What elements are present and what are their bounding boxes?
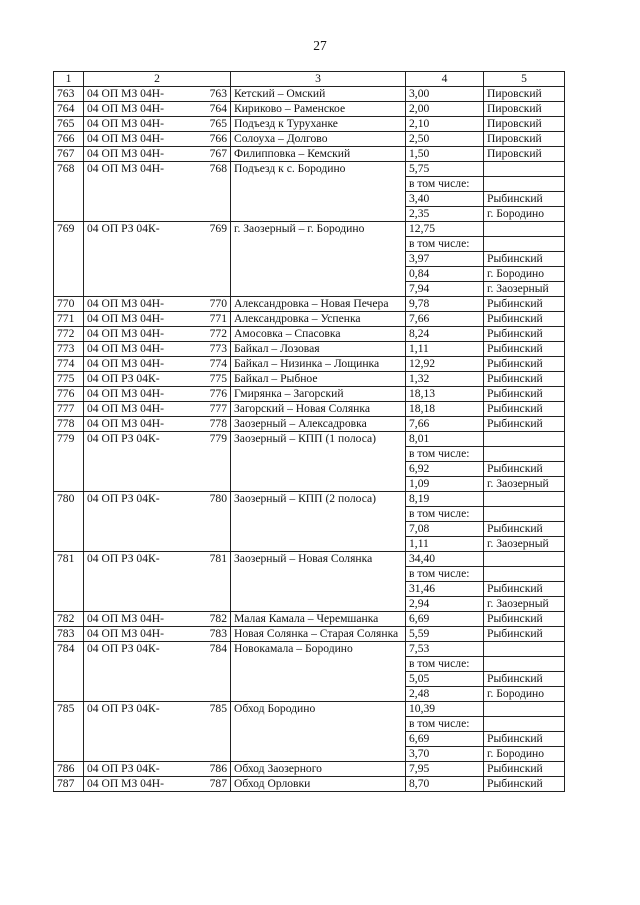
length-cell: 7,66 xyxy=(406,417,484,432)
row-number-cell: 768 xyxy=(54,162,84,222)
road-code-number: 770 xyxy=(209,297,227,310)
row-number-cell: 770 xyxy=(54,297,84,312)
table-row xyxy=(54,777,565,792)
row-number-cell: 782 xyxy=(54,612,84,627)
sub-district-cell: Рыбинский xyxy=(484,192,565,207)
road-code-prefix: 04 ОП РЗ 04К- xyxy=(87,222,160,235)
road-code-cell xyxy=(84,87,231,102)
sub-length-cell: 5,05 xyxy=(406,672,484,687)
road-code-prefix: 04 ОП МЗ 04Н- xyxy=(87,147,164,160)
sub-length-cell: 0,84 xyxy=(406,267,484,282)
length-cell: 8,70 xyxy=(406,777,484,792)
row-number-cell: 787 xyxy=(54,777,84,792)
table-row xyxy=(54,552,565,567)
road-name-cell: Загорский – Новая Солянка xyxy=(231,402,406,417)
road-code xyxy=(87,312,227,326)
sub-district-cell: г. Заозерный xyxy=(484,282,565,297)
road-code xyxy=(87,102,227,116)
road-code-number: 775 xyxy=(209,372,227,385)
sub-length-cell: в том числе: xyxy=(406,567,484,582)
table-body xyxy=(54,87,565,792)
table-row xyxy=(54,432,565,447)
table-row xyxy=(54,327,565,342)
district-cell: Рыбинский xyxy=(484,402,565,417)
district-cell xyxy=(484,642,565,657)
road-name-cell: Новокамала – Бородино xyxy=(231,642,406,702)
table-row xyxy=(54,762,565,777)
sub-district-cell: г. Бородино xyxy=(484,267,565,282)
road-code xyxy=(87,492,227,506)
road-code-number: 785 xyxy=(209,702,227,715)
sub-length-cell: 2,48 xyxy=(406,687,484,702)
row-number-cell: 780 xyxy=(54,492,84,552)
row-number-cell: 774 xyxy=(54,357,84,372)
sub-length-cell: в том числе: xyxy=(406,717,484,732)
length-cell: 18,18 xyxy=(406,402,484,417)
length-cell: 2,10 xyxy=(406,117,484,132)
sub-length-cell: 3,40 xyxy=(406,192,484,207)
road-code xyxy=(87,417,227,431)
road-code-prefix: 04 ОП МЗ 04Н- xyxy=(87,417,164,430)
row-number-cell: 773 xyxy=(54,342,84,357)
length-cell: 5,59 xyxy=(406,627,484,642)
road-name-cell: Кетский – Омский xyxy=(231,87,406,102)
road-code xyxy=(87,357,227,371)
length-cell: 1,32 xyxy=(406,372,484,387)
road-code xyxy=(87,327,227,341)
sub-length-cell: 6,92 xyxy=(406,462,484,477)
sub-district-cell xyxy=(484,447,565,462)
table-row xyxy=(54,612,565,627)
table-row xyxy=(54,342,565,357)
road-code-cell xyxy=(84,297,231,312)
length-cell: 7,95 xyxy=(406,762,484,777)
road-name-cell: Александровка – Успенка xyxy=(231,312,406,327)
road-code xyxy=(87,342,227,356)
road-code xyxy=(87,777,227,791)
road-code xyxy=(87,702,227,716)
road-code-number: 768 xyxy=(209,162,227,175)
district-cell: Рыбинский xyxy=(484,312,565,327)
district-cell: Рыбинский xyxy=(484,357,565,372)
road-code-prefix: 04 ОП МЗ 04Н- xyxy=(87,387,164,400)
road-code-cell xyxy=(84,357,231,372)
row-number-cell: 785 xyxy=(54,702,84,762)
road-code xyxy=(87,762,227,776)
header-cell: 3 xyxy=(231,72,406,87)
length-cell: 1,11 xyxy=(406,342,484,357)
road-code-number: 784 xyxy=(209,642,227,655)
road-name-cell: Новая Солянка – Старая Солянка xyxy=(231,627,406,642)
table-row xyxy=(54,87,565,102)
sub-length-cell: 3,70 xyxy=(406,747,484,762)
road-code-cell xyxy=(84,222,231,297)
length-cell: 18,13 xyxy=(406,387,484,402)
road-code-prefix: 04 ОП МЗ 04Н- xyxy=(87,87,164,100)
road-code-number: 779 xyxy=(209,432,227,445)
road-code-number: 766 xyxy=(209,132,227,145)
road-code-cell xyxy=(84,612,231,627)
sub-length-cell: в том числе: xyxy=(406,237,484,252)
table-row xyxy=(54,312,565,327)
road-code xyxy=(87,87,227,101)
road-code-cell xyxy=(84,762,231,777)
district-cell xyxy=(484,492,565,507)
road-code-cell xyxy=(84,102,231,117)
road-code-prefix: 04 ОП РЗ 04К- xyxy=(87,432,160,445)
road-name-cell: Кириково – Раменское xyxy=(231,102,406,117)
sub-district-cell: Рыбинский xyxy=(484,522,565,537)
table-row xyxy=(54,102,565,117)
district-cell: Рыбинский xyxy=(484,612,565,627)
roads-table xyxy=(53,71,565,792)
sub-district-cell xyxy=(484,507,565,522)
row-number-cell: 779 xyxy=(54,432,84,492)
road-code xyxy=(87,117,227,131)
road-code xyxy=(87,162,227,176)
district-cell: Рыбинский xyxy=(484,777,565,792)
length-cell: 2,00 xyxy=(406,102,484,117)
row-number-cell: 763 xyxy=(54,87,84,102)
table-row xyxy=(54,357,565,372)
table-row xyxy=(54,117,565,132)
road-code xyxy=(87,642,227,656)
length-cell: 8,24 xyxy=(406,327,484,342)
road-code-prefix: 04 ОП МЗ 04Н- xyxy=(87,627,164,640)
road-code-number: 769 xyxy=(209,222,227,235)
road-code xyxy=(87,627,227,641)
sub-district-cell: г. Бородино xyxy=(484,687,565,702)
sub-length-cell: 1,09 xyxy=(406,477,484,492)
road-code-number: 774 xyxy=(209,357,227,370)
road-code-cell xyxy=(84,777,231,792)
table-row xyxy=(54,222,565,237)
sub-district-cell: г. Заозерный xyxy=(484,597,565,612)
road-name-cell: Гмирянка – Загорский xyxy=(231,387,406,402)
row-number-cell: 771 xyxy=(54,312,84,327)
district-cell: Рыбинский xyxy=(484,387,565,402)
table-row xyxy=(54,387,565,402)
road-code-prefix: 04 ОП МЗ 04Н- xyxy=(87,132,164,145)
road-code-number: 780 xyxy=(209,492,227,505)
road-name-cell: Заозерный – КПП (1 полоса) xyxy=(231,432,406,492)
row-number-cell: 778 xyxy=(54,417,84,432)
table-row xyxy=(54,492,565,507)
district-cell: Рыбинский xyxy=(484,342,565,357)
road-code-number: 765 xyxy=(209,117,227,130)
table-row xyxy=(54,147,565,162)
row-number-cell: 783 xyxy=(54,627,84,642)
road-code-prefix: 04 ОП РЗ 04К- xyxy=(87,552,160,565)
road-code-cell xyxy=(84,432,231,492)
road-code-number: 776 xyxy=(209,387,227,400)
row-number-cell: 786 xyxy=(54,762,84,777)
district-cell xyxy=(484,552,565,567)
road-code xyxy=(87,387,227,401)
road-code-prefix: 04 ОП РЗ 04К- xyxy=(87,492,160,505)
district-cell: Рыбинский xyxy=(484,297,565,312)
road-name-cell: Малая Камала – Черемшанка xyxy=(231,612,406,627)
district-cell: Пировский xyxy=(484,117,565,132)
length-cell: 8,19 xyxy=(406,492,484,507)
road-code-cell xyxy=(84,402,231,417)
length-cell: 3,00 xyxy=(406,87,484,102)
sub-district-cell: Рыбинский xyxy=(484,582,565,597)
road-code-cell xyxy=(84,372,231,387)
district-cell: Рыбинский xyxy=(484,417,565,432)
header-cell: 2 xyxy=(84,72,231,87)
length-cell: 2,50 xyxy=(406,132,484,147)
sub-district-cell: Рыбинский xyxy=(484,672,565,687)
road-code-number: 773 xyxy=(209,342,227,355)
length-cell: 8,01 xyxy=(406,432,484,447)
road-name-cell: Обход Орловки xyxy=(231,777,406,792)
sub-district-cell: Рыбинский xyxy=(484,252,565,267)
table-row xyxy=(54,162,565,177)
sub-length-cell: в том числе: xyxy=(406,177,484,192)
road-code xyxy=(87,132,227,146)
table-row xyxy=(54,702,565,717)
road-code-prefix: 04 ОП МЗ 04Н- xyxy=(87,102,164,115)
row-number-cell: 765 xyxy=(54,117,84,132)
road-name-cell: Байкал – Лозовая xyxy=(231,342,406,357)
district-cell: Пировский xyxy=(484,102,565,117)
road-code xyxy=(87,612,227,626)
row-number-cell: 777 xyxy=(54,402,84,417)
sub-length-cell: 2,94 xyxy=(406,597,484,612)
road-name-cell: Филипповка – Кемский xyxy=(231,147,406,162)
length-cell: 12,92 xyxy=(406,357,484,372)
sub-length-cell: в том числе: xyxy=(406,507,484,522)
row-number-cell: 767 xyxy=(54,147,84,162)
header-cell: 4 xyxy=(406,72,484,87)
road-code-prefix: 04 ОП МЗ 04Н- xyxy=(87,162,164,175)
road-code xyxy=(87,147,227,161)
road-code-number: 778 xyxy=(209,417,227,430)
sub-length-cell: 3,97 xyxy=(406,252,484,267)
row-number-cell: 772 xyxy=(54,327,84,342)
district-cell: Рыбинский xyxy=(484,627,565,642)
road-name-cell: Солоуха – Долгово xyxy=(231,132,406,147)
table-row xyxy=(54,642,565,657)
table-row xyxy=(54,402,565,417)
road-code-prefix: 04 ОП МЗ 04Н- xyxy=(87,327,164,340)
length-cell: 7,53 xyxy=(406,642,484,657)
length-cell: 7,66 xyxy=(406,312,484,327)
road-code-cell xyxy=(84,312,231,327)
length-cell: 34,40 xyxy=(406,552,484,567)
district-cell xyxy=(484,162,565,177)
sub-district-cell xyxy=(484,567,565,582)
road-code-prefix: 04 ОП МЗ 04Н- xyxy=(87,777,164,790)
sub-district-cell xyxy=(484,237,565,252)
length-cell: 5,75 xyxy=(406,162,484,177)
row-number-cell: 766 xyxy=(54,132,84,147)
road-code-number: 764 xyxy=(209,102,227,115)
road-code-cell xyxy=(84,162,231,222)
row-number-cell: 769 xyxy=(54,222,84,297)
road-name-cell: Заозерный – Новая Солянка xyxy=(231,552,406,612)
header-cell: 1 xyxy=(54,72,84,87)
length-cell: 9,78 xyxy=(406,297,484,312)
length-cell: 10,39 xyxy=(406,702,484,717)
road-code-cell xyxy=(84,327,231,342)
road-code xyxy=(87,432,227,446)
road-code-prefix: 04 ОП МЗ 04Н- xyxy=(87,297,164,310)
road-code xyxy=(87,222,227,236)
road-name-cell: Заозерный – Алексадровка xyxy=(231,417,406,432)
road-code-number: 763 xyxy=(209,87,227,100)
road-code-cell xyxy=(84,147,231,162)
sub-district-cell: г. Бородино xyxy=(484,747,565,762)
sub-district-cell xyxy=(484,657,565,672)
road-code-prefix: 04 ОП МЗ 04Н- xyxy=(87,402,164,415)
road-code-prefix: 04 ОП РЗ 04К- xyxy=(87,372,160,385)
header-cell: 5 xyxy=(484,72,565,87)
road-code-cell xyxy=(84,492,231,552)
road-name-cell: Амосовка – Спасовка xyxy=(231,327,406,342)
sub-district-cell: г. Заозерный xyxy=(484,537,565,552)
road-code-prefix: 04 ОП МЗ 04Н- xyxy=(87,612,164,625)
road-code-cell xyxy=(84,642,231,702)
road-code-number: 787 xyxy=(209,777,227,790)
road-code-number: 777 xyxy=(209,402,227,415)
sub-district-cell: Рыбинский xyxy=(484,732,565,747)
page-number: 27 xyxy=(313,38,327,53)
road-name-cell: г. Заозерный – г. Бородино xyxy=(231,222,406,297)
sub-length-cell: 6,69 xyxy=(406,732,484,747)
road-code xyxy=(87,402,227,416)
table-row xyxy=(54,627,565,642)
sub-length-cell: в том числе: xyxy=(406,657,484,672)
sub-length-cell: 1,11 xyxy=(406,537,484,552)
district-cell: Пировский xyxy=(484,147,565,162)
road-name-cell: Байкал – Рыбное xyxy=(231,372,406,387)
road-code-number: 781 xyxy=(209,552,227,565)
road-code-prefix: 04 ОП МЗ 04Н- xyxy=(87,342,164,355)
road-code-cell xyxy=(84,552,231,612)
road-code xyxy=(87,552,227,566)
district-cell: Пировский xyxy=(484,132,565,147)
district-cell xyxy=(484,702,565,717)
row-number-cell: 784 xyxy=(54,642,84,702)
table-row xyxy=(54,372,565,387)
district-cell: Рыбинский xyxy=(484,327,565,342)
road-name-cell: Обход Заозерного xyxy=(231,762,406,777)
district-cell xyxy=(484,432,565,447)
road-code-number: 783 xyxy=(209,627,227,640)
length-cell: 1,50 xyxy=(406,147,484,162)
sub-district-cell: г. Бородино xyxy=(484,207,565,222)
road-name-cell: Байкал – Низинка – Лощинка xyxy=(231,357,406,372)
road-code-prefix: 04 ОП РЗ 04К- xyxy=(87,702,160,715)
road-code-prefix: 04 ОП РЗ 04К- xyxy=(87,762,160,775)
road-code-prefix: 04 ОП МЗ 04Н- xyxy=(87,357,164,370)
road-code-number: 772 xyxy=(209,327,227,340)
road-code xyxy=(87,372,227,386)
row-number-cell: 775 xyxy=(54,372,84,387)
road-code xyxy=(87,297,227,311)
road-code-cell xyxy=(84,417,231,432)
table-row xyxy=(54,297,565,312)
sub-length-cell: 7,94 xyxy=(406,282,484,297)
road-code-prefix: 04 ОП РЗ 04К- xyxy=(87,642,160,655)
row-number-cell: 776 xyxy=(54,387,84,402)
road-code-number: 786 xyxy=(209,762,227,775)
sub-length-cell: 31,46 xyxy=(406,582,484,597)
sub-length-cell: 7,08 xyxy=(406,522,484,537)
road-code-cell xyxy=(84,702,231,762)
table-row xyxy=(54,132,565,147)
road-code-prefix: 04 ОП МЗ 04Н- xyxy=(87,117,164,130)
road-code-number: 771 xyxy=(209,312,227,325)
sub-district-cell: Рыбинский xyxy=(484,462,565,477)
table-row xyxy=(54,417,565,432)
road-code-prefix: 04 ОП МЗ 04Н- xyxy=(87,312,164,325)
road-code-cell xyxy=(84,387,231,402)
sub-district-cell xyxy=(484,717,565,732)
district-cell xyxy=(484,222,565,237)
road-code-cell xyxy=(84,117,231,132)
row-number-cell: 764 xyxy=(54,102,84,117)
sub-length-cell: 2,35 xyxy=(406,207,484,222)
length-cell: 12,75 xyxy=(406,222,484,237)
district-cell: Рыбинский xyxy=(484,372,565,387)
header-row xyxy=(54,72,565,87)
road-name-cell: Подъезд к Туруханке xyxy=(231,117,406,132)
road-name-cell: Обход Бородино xyxy=(231,702,406,762)
road-code-cell xyxy=(84,627,231,642)
sub-district-cell xyxy=(484,177,565,192)
district-cell: Рыбинский xyxy=(484,762,565,777)
row-number-cell: 781 xyxy=(54,552,84,612)
road-name-cell: Подъезд к с. Бородино xyxy=(231,162,406,222)
road-code-cell xyxy=(84,132,231,147)
road-code-number: 767 xyxy=(209,147,227,160)
sub-length-cell: в том числе: xyxy=(406,447,484,462)
district-cell: Пировский xyxy=(484,87,565,102)
road-name-cell: Александровка – Новая Печера xyxy=(231,297,406,312)
road-code-number: 782 xyxy=(209,612,227,625)
sub-district-cell: г. Заозерный xyxy=(484,477,565,492)
road-name-cell: Заозерный – КПП (2 полоса) xyxy=(231,492,406,552)
road-code-cell xyxy=(84,342,231,357)
length-cell: 6,69 xyxy=(406,612,484,627)
